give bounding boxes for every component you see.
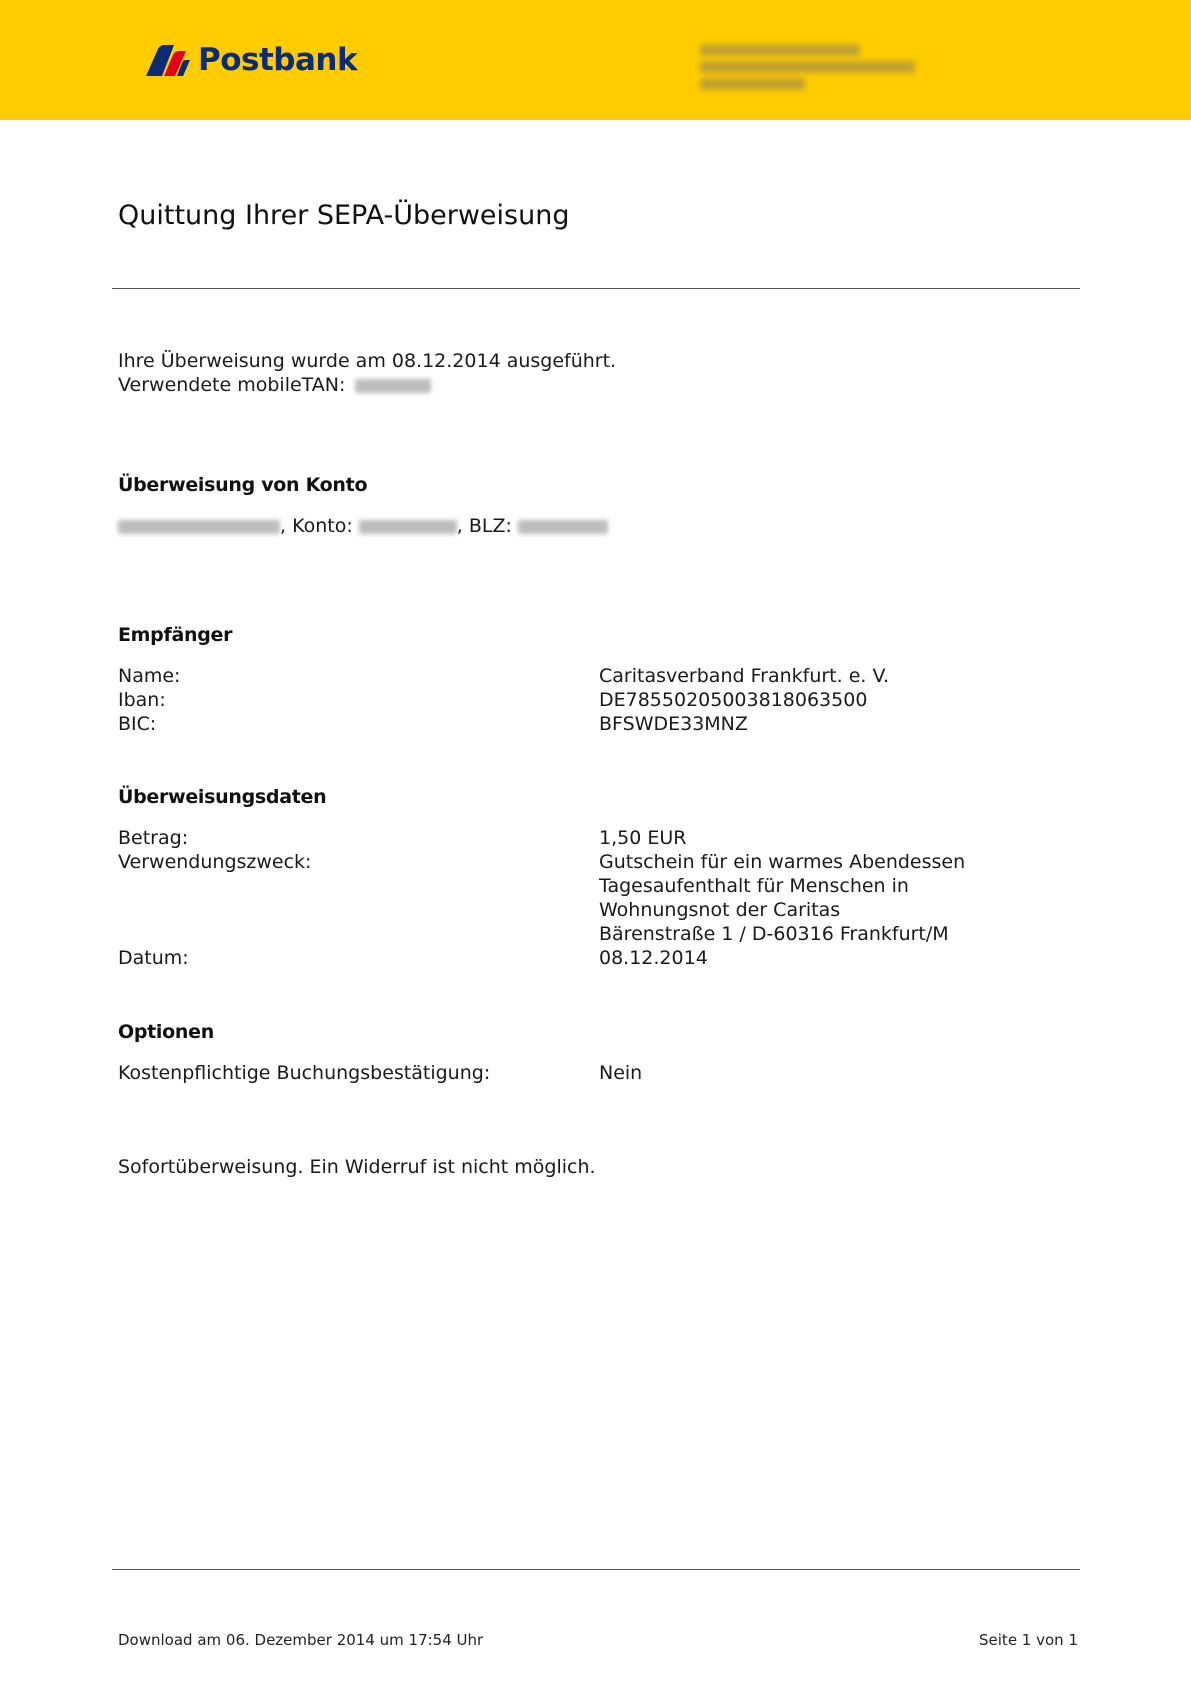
redacted-tan [355, 379, 431, 393]
booking-confirmation-value: Nein [599, 1062, 643, 1084]
recipient-bic-label: BIC: [118, 713, 157, 735]
recipient-iban-label: Iban: [118, 689, 166, 711]
page-title: Quittung Ihrer SEPA-Überweisung [118, 200, 570, 231]
redacted-account-number [359, 520, 457, 534]
recipient-bic-value: BFSWDE33MNZ [599, 713, 748, 735]
page-number: Seite 1 von 1 [979, 1631, 1078, 1649]
postbank-logo-icon [144, 43, 190, 77]
options-heading: Optionen [118, 1021, 214, 1043]
redacted-account-holder [118, 520, 280, 534]
recipient-name-value: Caritasverband Frankfurt. e. V. [599, 665, 890, 687]
transfer-data-heading: Überweisungsdaten [118, 786, 327, 808]
date-label: Datum: [118, 947, 189, 969]
purpose-line-2: Tagesaufenthalt für Menschen in [599, 875, 909, 897]
konto-label: , Konto: [280, 515, 353, 537]
date-value: 08.12.2014 [599, 947, 708, 969]
recipient-iban-value: DE78550205003818063500 [599, 689, 868, 711]
tan-label: Verwendete mobileTAN: [118, 374, 346, 396]
divider-top [112, 288, 1080, 289]
recipient-name-label: Name: [118, 665, 181, 687]
executed-text: Ihre Überweisung wurde am 08.12.2014 ausgeführt. [118, 350, 617, 372]
purpose-line-3: Wohnungsnot der Caritas [599, 899, 841, 921]
from-account-heading: Überweisung von Konto [118, 474, 368, 496]
redacted-address-line-1 [700, 44, 860, 56]
amount-label: Betrag: [118, 827, 189, 849]
redacted-address-line-2 [700, 61, 915, 73]
logo-wordmark: Postbank [198, 42, 358, 78]
revocation-notice: Sofortüberweisung. Ein Widerruf ist nicht möglich. [118, 1156, 596, 1178]
purpose-line-1: Gutschein für ein warmes Abendessen [599, 851, 966, 873]
redacted-blz [518, 520, 608, 534]
divider-bottom [112, 1569, 1080, 1570]
from-account-row [118, 514, 608, 538]
postbank-logo [144, 40, 357, 80]
amount-value: 1,50 EUR [599, 827, 687, 849]
redacted-address-line-3 [700, 78, 805, 90]
purpose-label: Verwendungszweck: [118, 851, 312, 873]
header-band [0, 0, 1191, 120]
tan-row [118, 373, 431, 397]
purpose-line-4: Bärenstraße 1 / D-60316 Frankfurt/M [599, 923, 949, 945]
recipient-heading: Empfänger [118, 624, 233, 646]
download-timestamp: Download am 06. Dezember 2014 um 17:54 Uhr [118, 1631, 484, 1649]
booking-confirmation-label: Kostenpflichtige Buchungsbestätigung: [118, 1062, 491, 1084]
blz-label: , BLZ: [456, 515, 512, 537]
